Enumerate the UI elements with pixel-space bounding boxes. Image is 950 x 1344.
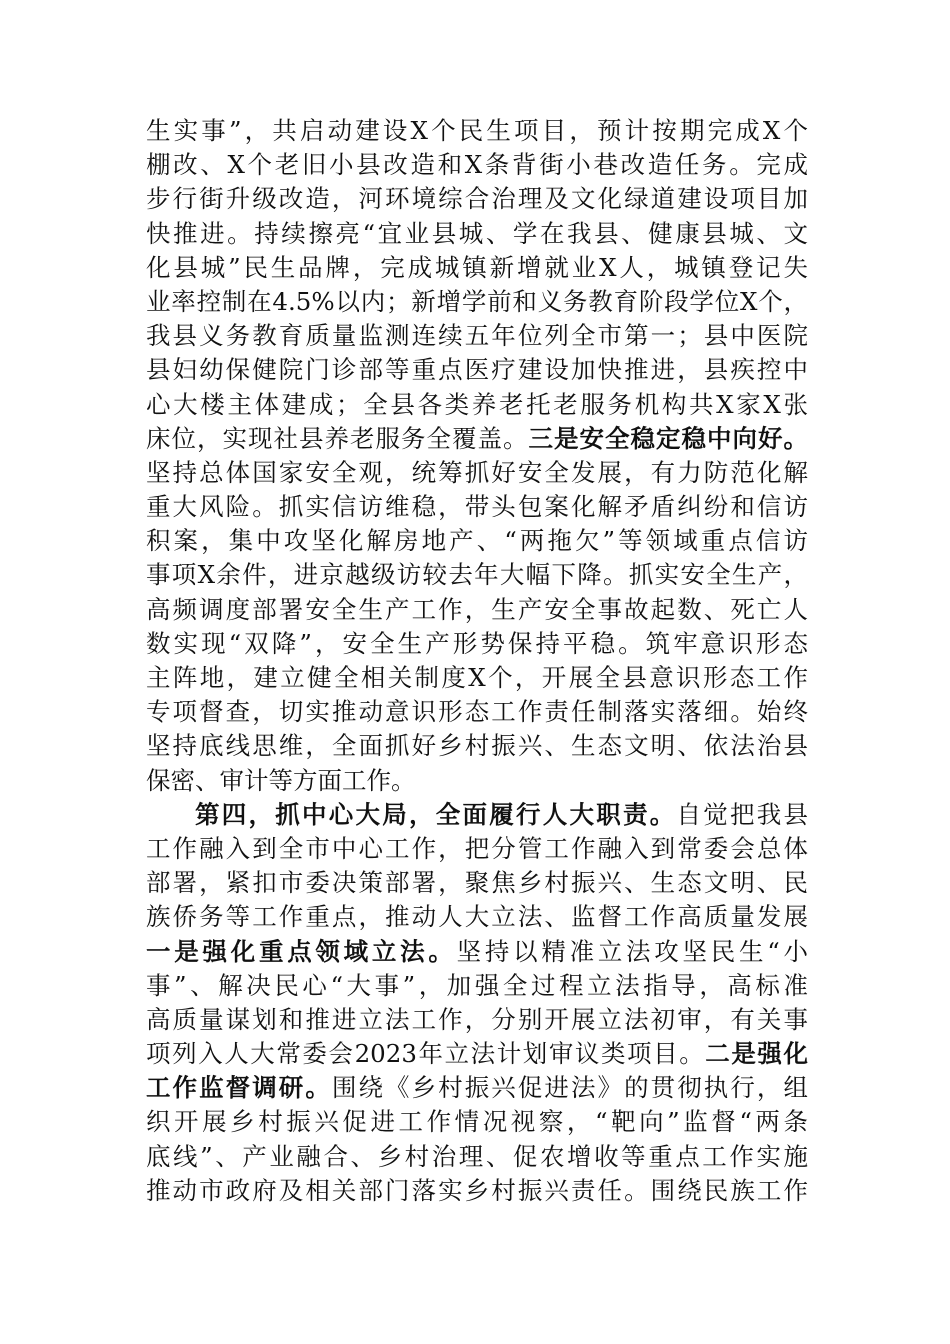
text-segment: 棚改、X个老旧小县改造和X条背街小巷改造任务。完成 — [146, 150, 808, 180]
text-segment: 族侨务等工作重点，推动人大立法、监督工作高质量发展 — [146, 902, 808, 932]
text-segment: 坚持以精准立法攻坚民生“小 — [456, 936, 808, 966]
text-line — [146, 422, 808, 456]
text-segment: 项列入人大常委会2023年立法计划审议类项目。 — [146, 1039, 706, 1069]
text-segment: 我县义务教育质量监测连续五年位列全市第一；县中医院 — [146, 321, 808, 351]
text-line — [146, 251, 808, 285]
text-line — [146, 661, 808, 695]
text-line — [146, 695, 808, 729]
text-line — [146, 217, 808, 251]
text-line — [146, 798, 808, 832]
text-segment: 主阵地，建立健全相关制度X个，开展全县意识形态工作 — [146, 663, 808, 692]
text-segment: 快推进。持续擦亮“宜业县城、学在我县、健康县城、文 — [146, 218, 808, 248]
text-line — [146, 1071, 808, 1105]
text-line — [146, 832, 808, 866]
text-segment: 底线”、产业融合、乡村治理、促农增收等重点工作实施 — [146, 1141, 808, 1171]
text-segment: 床位，实现社县养老服务全覆盖。 — [146, 423, 529, 453]
text-line — [146, 935, 808, 969]
text-segment: 事”、解决民心“大事”，加强全过程立法指导，高标准 — [146, 970, 808, 1000]
text-segment: 保密、审计等方面工作。 — [146, 765, 416, 795]
bold-text-segment: 工作监督调研。 — [146, 1073, 332, 1103]
text-line — [146, 900, 808, 934]
bold-text-segment: 二是强化 — [705, 1039, 808, 1069]
bold-text-segment: 一是强化重点领域立法。 — [146, 936, 457, 966]
text-segment: 步行街升级改造，河环境综合治理及文化绿道建设项目加 — [146, 184, 808, 214]
text-segment: 自觉把我县 — [676, 799, 808, 829]
text-line — [146, 524, 808, 558]
text-line — [146, 456, 808, 490]
text-segment: 推动市政府及相关部门落实乡村振兴责任。围绕民族工作 — [146, 1175, 808, 1205]
text-segment: 高质量谋划和推进立法工作，分别开展立法初审，有关事 — [146, 1004, 808, 1034]
text-line — [146, 969, 808, 1003]
body-text — [146, 114, 808, 1208]
text-line — [146, 388, 808, 422]
text-line — [146, 593, 808, 627]
text-segment: 化县城”民生品牌，完成城镇新增就业X人，城镇登记失 — [146, 252, 808, 282]
text-segment: 业率控制在4.5%以内；新增学前和义务教育阶段学位X个， — [146, 286, 808, 316]
text-segment: 生实事”，共启动建设X个民生项目，预计按期完成X个 — [146, 116, 808, 145]
text-line — [146, 1174, 808, 1208]
text-line — [146, 729, 808, 763]
text-segment: 事项X余件，进京越级访较去年大幅下降。抓实安全生产， — [146, 560, 808, 590]
text-line — [146, 319, 808, 353]
text-segment: 积案，集中攻坚化解房地产、“两拖欠”等领域重点信访 — [146, 526, 808, 556]
text-line — [146, 1037, 808, 1071]
text-segment: 数实现“双降”，安全生产形势保持平稳。筑牢意识形态 — [146, 628, 808, 658]
text-line — [146, 114, 808, 148]
text-line — [146, 1003, 808, 1037]
text-segment: 织开展乡村振兴促进工作情况视察，“靶向”监督“两条 — [146, 1107, 808, 1137]
text-segment: 高频调度部署安全生产工作，生产安全事故起数、死亡人 — [146, 594, 808, 624]
text-line — [146, 285, 808, 319]
text-line — [146, 182, 808, 216]
bold-text-segment: 第四，抓中心大局，全面履行人大职责。 — [195, 799, 677, 829]
text-segment: 工作融入到全市中心工作，把分管工作融入到常委会总体 — [146, 833, 808, 863]
text-segment: 围绕《乡村振兴促进法》的贯彻执行，组 — [331, 1073, 808, 1103]
text-line — [146, 866, 808, 900]
text-segment: 部署，紧扣市委决策部署，聚焦乡村振兴、生态文明、民 — [146, 868, 808, 898]
text-segment: 坚持底线思维，全面抓好乡村振兴、生态文明、依法治县 — [146, 731, 808, 761]
text-segment: 专项督查，切实推动意识形态工作责任制落实落细。始终 — [146, 697, 808, 727]
text-segment: 心大楼主体建成；全县各类养老托老服务机构共X家X张 — [146, 389, 808, 419]
text-line — [146, 1140, 808, 1174]
text-segment: 坚持总体国家安全观，统筹抓好安全发展，有力防范化解 — [146, 457, 808, 487]
text-line — [146, 353, 808, 387]
bold-text-segment: 三是安全稳定稳中向好。 — [528, 423, 808, 453]
text-segment: 重大风险。抓实信访维稳，带头包案化解矛盾纠纷和信访 — [146, 492, 808, 522]
text-line — [146, 1105, 808, 1139]
text-line — [146, 490, 808, 524]
text-line — [146, 558, 808, 592]
text-line — [146, 148, 808, 182]
text-line — [146, 627, 808, 661]
text-segment: 县妇幼保健院门诊部等重点医疗建设加快推进，县疾控中 — [146, 355, 808, 385]
text-line — [146, 764, 808, 798]
